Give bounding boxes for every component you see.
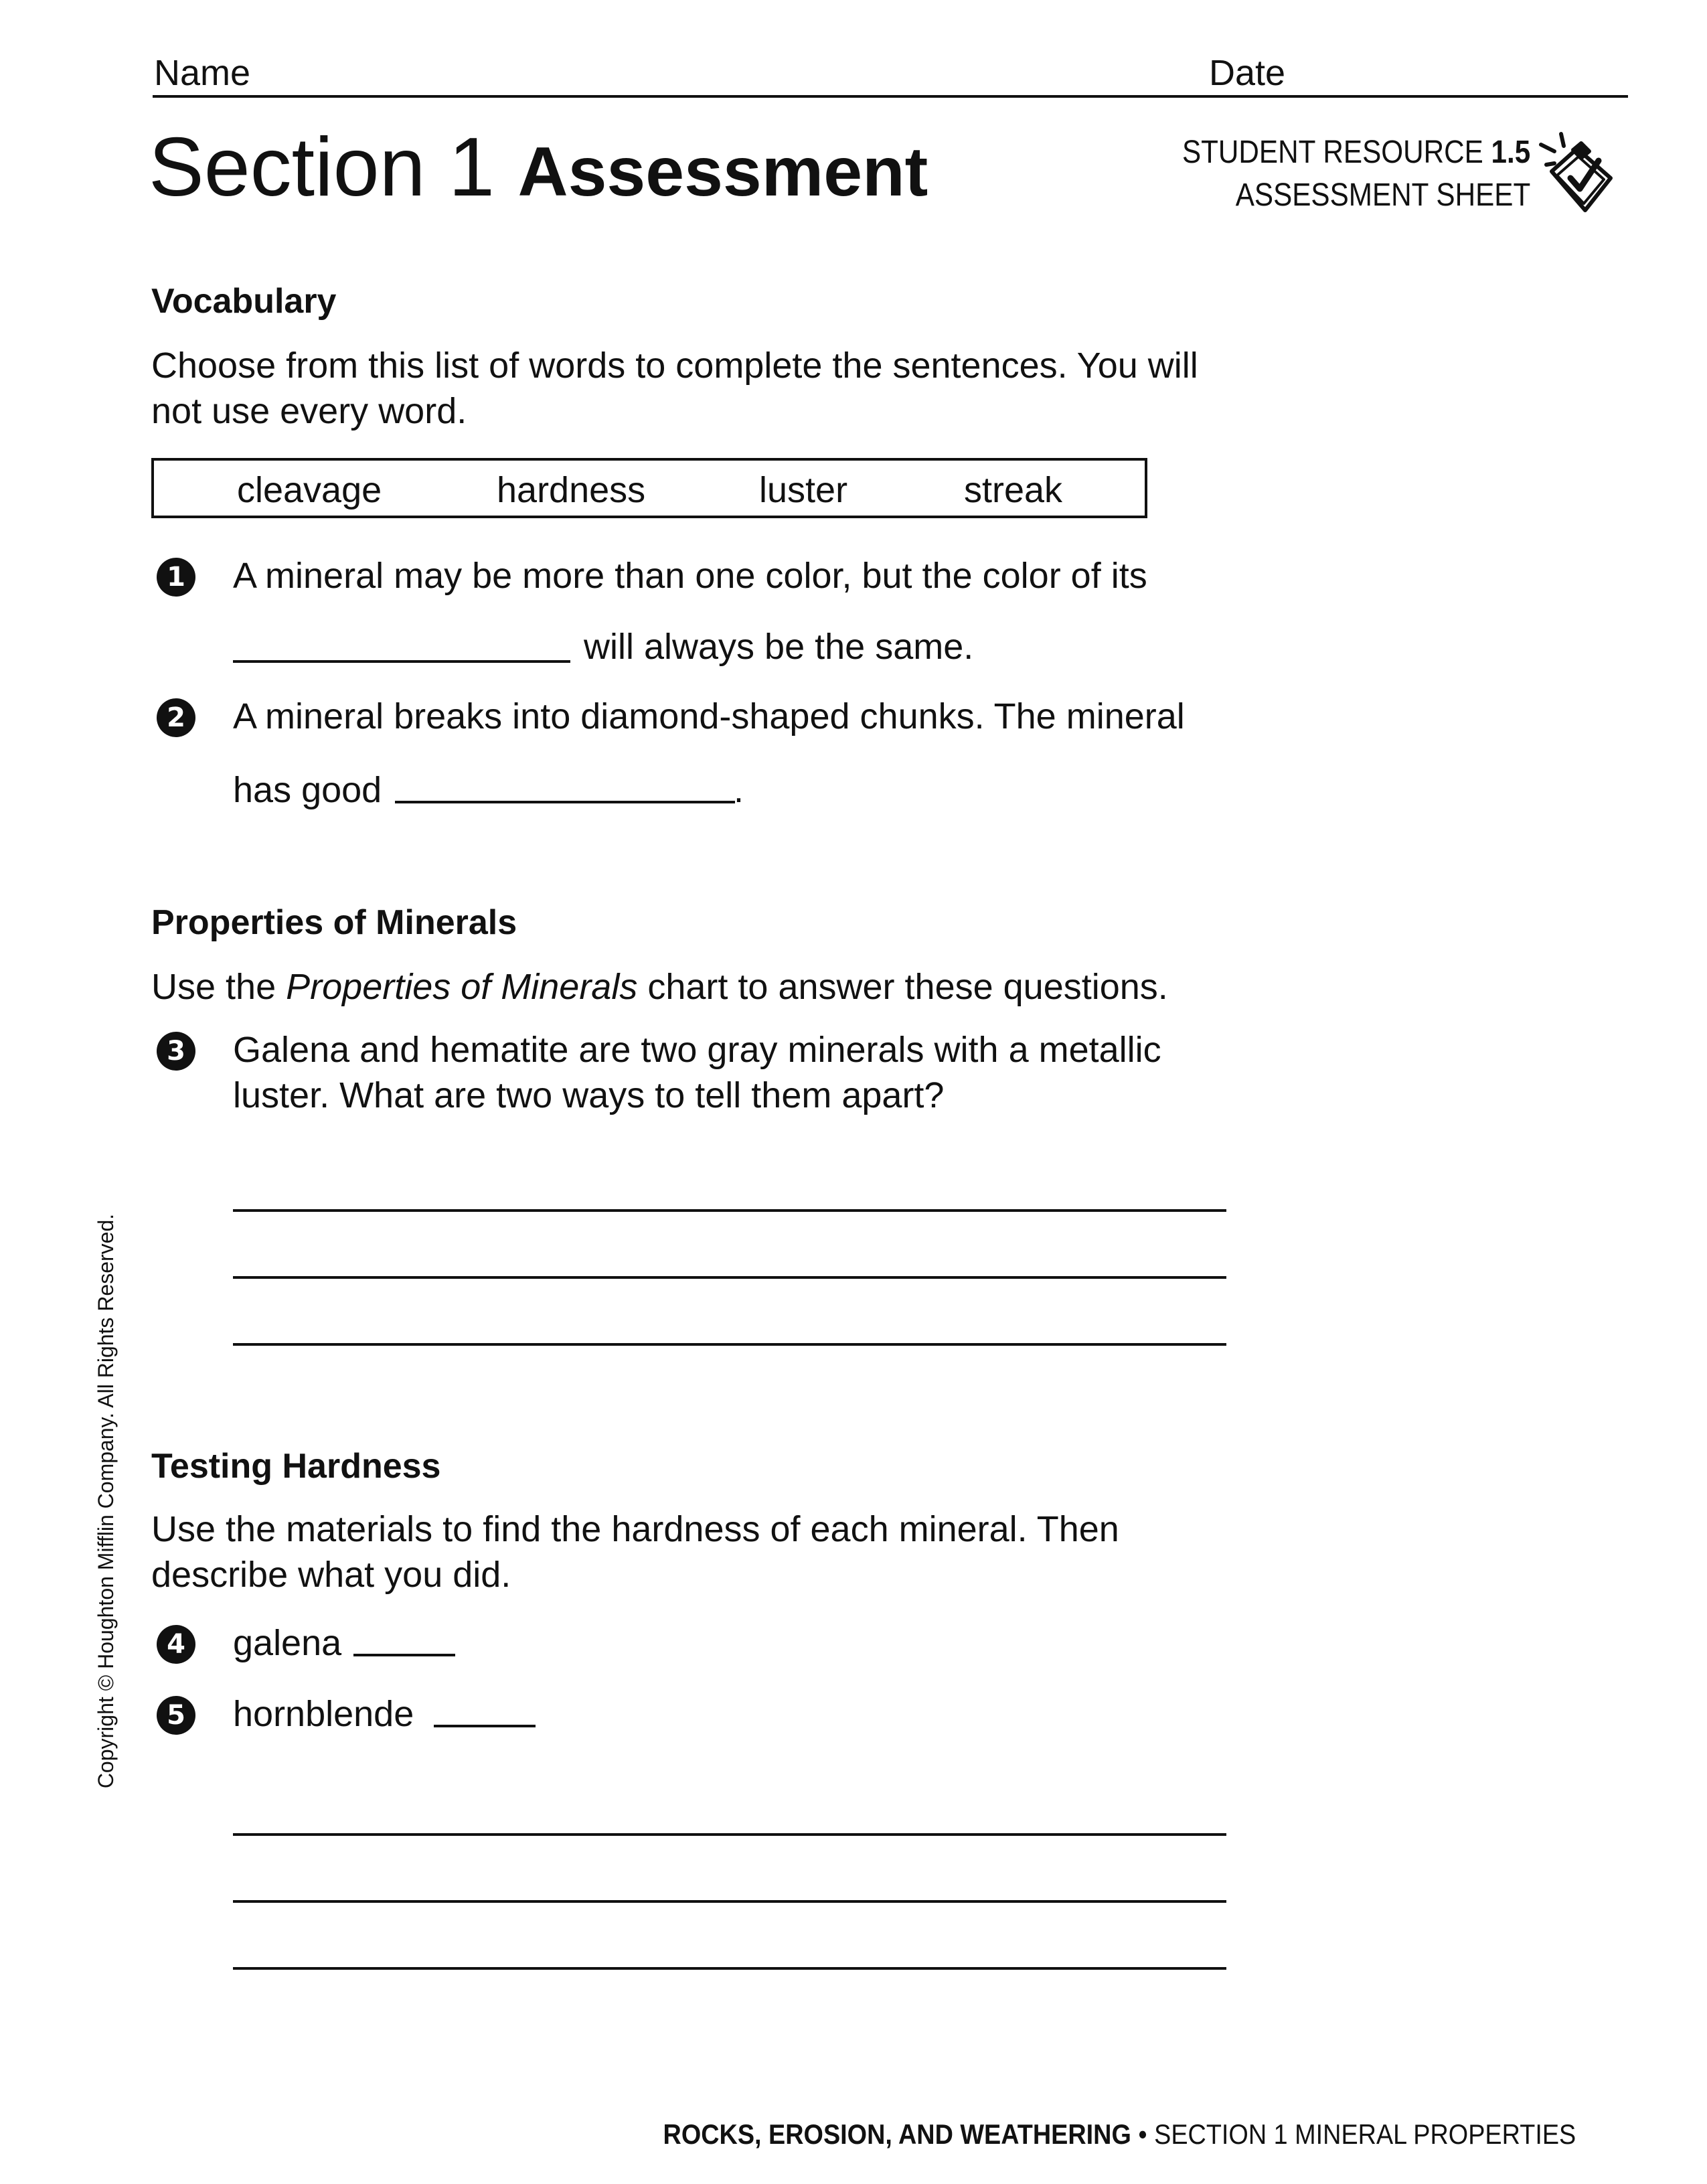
question-number-4: 4 — [157, 1625, 195, 1664]
q2-line2-prefix: has good — [233, 770, 382, 810]
resource-line1 — [1182, 131, 1530, 174]
date-label: Date — [1209, 53, 1286, 93]
q2-line2-suffix: . — [734, 770, 744, 810]
q5-answer-blank[interactable] — [434, 1725, 536, 1727]
word-streak: streak — [964, 470, 1063, 510]
q3-answer-line-1[interactable] — [233, 1209, 1226, 1212]
question-number-1: 1 — [157, 558, 195, 597]
q1-answer-blank[interactable] — [233, 660, 570, 663]
q3-answer-line-3[interactable] — [233, 1343, 1226, 1346]
page-title — [149, 121, 928, 219]
name-label: Name — [154, 53, 251, 93]
word-luster: luster — [759, 470, 848, 510]
properties-heading: Properties of Minerals — [151, 903, 517, 942]
q3-text: Galena and hematite are two gray minerals with a metallic luster. What are two ways to tell them apart? — [233, 1030, 1161, 1115]
q5-answer-line-3[interactable] — [233, 1967, 1226, 1970]
resource-block — [1182, 131, 1530, 217]
title-section: Section 1 — [149, 121, 495, 214]
vocabulary-heading: Vocabulary — [151, 282, 337, 321]
copyright-notice: Copyright © Houghton Mifflin Company. All Rights Reserved. — [94, 1213, 118, 1789]
q1-line2: will always be the same. — [584, 627, 974, 667]
q4-label: galena — [233, 1623, 342, 1663]
resource-number: 1.5 — [1491, 135, 1530, 170]
q2-answer-blank[interactable] — [395, 801, 735, 803]
q4-answer-blank[interactable] — [353, 1654, 455, 1656]
footer-unit: ROCKS, EROSION, AND WEATHERING — [663, 2118, 1131, 2150]
vocabulary-instructions: Choose from this list of words to complete the sentences. You will not use every word. — [151, 345, 1198, 431]
q5-answer-line-1[interactable] — [233, 1833, 1226, 1836]
properties-instr-prefix: Use the — [151, 967, 276, 1007]
resource-line2: ASSESSMENT SHEET — [1235, 177, 1530, 213]
question-number-2: 2 — [157, 698, 195, 737]
q3-answer-line-2[interactable] — [233, 1276, 1226, 1279]
properties-instr-italic: Properties of Minerals — [286, 967, 638, 1007]
header-rule — [153, 95, 1628, 98]
footer-bullet: • — [1138, 2118, 1147, 2150]
word-hardness: hardness — [497, 470, 646, 510]
q1-line1: A mineral may be more than one color, but the color of its — [233, 556, 1147, 596]
title-assessment: Assessment — [517, 133, 928, 211]
properties-instr-suffix: chart to answer these questions. — [647, 967, 1168, 1007]
q5-answer-line-2[interactable] — [233, 1900, 1226, 1903]
page-footer — [663, 2118, 1576, 2151]
question-number-5: 5 — [157, 1696, 195, 1735]
footer-section: SECTION 1 MINERAL PROPERTIES — [1153, 2118, 1576, 2150]
clipboard-check-icon — [1537, 131, 1620, 222]
properties-instructions — [151, 964, 1168, 1010]
resource-prefix: STUDENT RESOURCE — [1182, 135, 1483, 170]
testing-instructions: Use the materials to find the hardness of each mineral. Then describe what you did. — [151, 1509, 1119, 1595]
testing-heading: Testing Hardness — [151, 1447, 441, 1486]
word-bank — [151, 458, 1147, 518]
question-number-3: 3 — [157, 1032, 195, 1071]
q2-line1: A mineral breaks into diamond-shaped chunks. The mineral — [233, 696, 1185, 736]
word-cleavage: cleavage — [237, 470, 382, 510]
q5-label: hornblende — [233, 1694, 414, 1734]
